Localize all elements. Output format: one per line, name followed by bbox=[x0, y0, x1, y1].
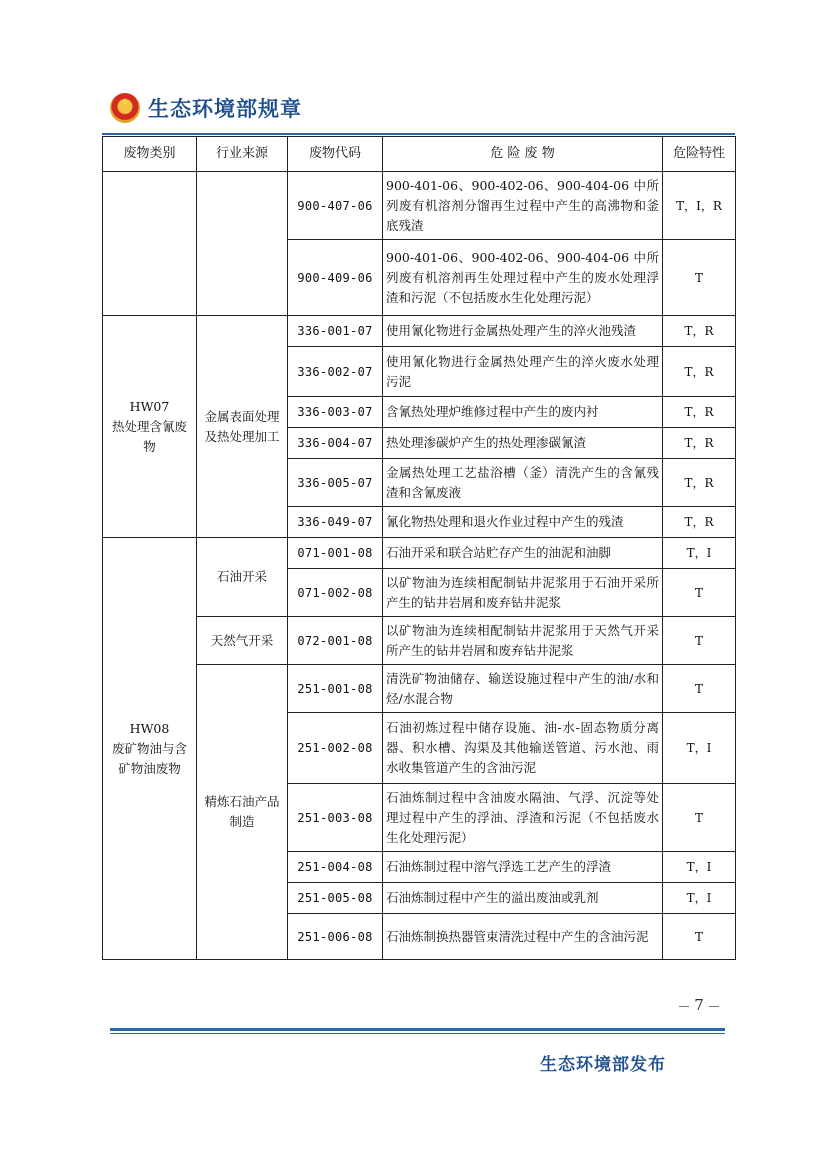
waste-description: 900-401-06、900-402-06、900-404-06 中所列废有机溶剂再生处理过程中产生的废水处理浮渣和污泥（不包括废水生化处理污泥） bbox=[383, 240, 663, 316]
risk-property: T，I bbox=[663, 713, 736, 784]
waste-description: 石油炼制过程中溶气浮选工艺产生的浮渣 bbox=[383, 852, 663, 883]
waste-code: 336-001-07 bbox=[288, 316, 383, 347]
table-header-row bbox=[103, 137, 736, 172]
waste-description: 石油初炼过程中储存设施、油-水-固态物质分离器、积水槽、沟渠及其他输送管道、污水池、雨水收集管道产生的含油污泥 bbox=[383, 713, 663, 784]
risk-property: T，I bbox=[663, 852, 736, 883]
waste-description: 石油炼制过程中产生的溢出废油或乳剂 bbox=[383, 883, 663, 914]
risk-property: T bbox=[663, 665, 736, 713]
col-header-category: 废物类别 bbox=[103, 137, 197, 172]
category-code: HW07 bbox=[129, 398, 170, 414]
waste-code: 251-001-08 bbox=[288, 665, 383, 713]
waste-code: 072-001-08 bbox=[288, 617, 383, 665]
header-title: 生态环境部规章 bbox=[148, 97, 302, 121]
waste-description: 900-401-06、900-402-06、900-404-06 中所列废有机溶剂分馏再生过程中产生的高沸物和釜底残渣 bbox=[383, 172, 663, 240]
waste-code: 071-001-08 bbox=[288, 538, 383, 569]
risk-property: T，R bbox=[663, 459, 736, 507]
risk-property: T，I，R bbox=[663, 172, 736, 240]
waste-code: 336-004-07 bbox=[288, 428, 383, 459]
source-cell-refine: 精炼石油产品制造 bbox=[197, 665, 288, 960]
table-row bbox=[103, 538, 736, 569]
waste-code: 336-049-07 bbox=[288, 507, 383, 538]
page-header bbox=[110, 88, 302, 128]
table-row bbox=[103, 172, 736, 240]
risk-property: T，R bbox=[663, 347, 736, 397]
waste-code: 071-002-08 bbox=[288, 569, 383, 617]
risk-property: T，R bbox=[663, 316, 736, 347]
waste-description: 石油炼制过程中含油废水隔油、气浮、沉淀等处理过程中产生的浮油、浮渣和污泥（不包括废水生化处理污泥） bbox=[383, 784, 663, 852]
table-row bbox=[103, 316, 736, 347]
source-cell-metal: 金属表面处理及热处理加工 bbox=[197, 316, 288, 538]
col-header-waste: 危 险 废 物 bbox=[383, 137, 663, 172]
category-cell-hw07 bbox=[103, 316, 197, 538]
waste-code: 251-006-08 bbox=[288, 914, 383, 960]
waste-code: 251-002-08 bbox=[288, 713, 383, 784]
risk-property: T，I bbox=[663, 538, 736, 569]
waste-description: 清洗矿物油储存、输送设施过程中产生的油/水和烃/水混合物 bbox=[383, 665, 663, 713]
col-header-code: 废物代码 bbox=[288, 137, 383, 172]
source-cell-gas: 天然气开采 bbox=[197, 617, 288, 665]
source-cell-oil: 石油开采 bbox=[197, 538, 288, 617]
waste-code: 336-002-07 bbox=[288, 347, 383, 397]
waste-code: 251-005-08 bbox=[288, 883, 383, 914]
risk-property: T，I bbox=[663, 883, 736, 914]
header-rule bbox=[102, 133, 735, 135]
risk-property: T bbox=[663, 617, 736, 665]
footer-rule bbox=[110, 1028, 725, 1031]
risk-property: T bbox=[663, 569, 736, 617]
category-cell-hw08 bbox=[103, 538, 197, 960]
waste-description: 石油开采和联合站贮存产生的油泥和油脚 bbox=[383, 538, 663, 569]
waste-code: 251-004-08 bbox=[288, 852, 383, 883]
risk-property: T bbox=[663, 914, 736, 960]
footer-publisher: 生态环境部发布 bbox=[540, 1055, 666, 1075]
waste-description: 含氰热处理炉维修过程中产生的废内衬 bbox=[383, 397, 663, 428]
waste-description: 氰化物热处理和退火作业过程中产生的残渣 bbox=[383, 507, 663, 538]
category-name: 废矿物油与含矿物油废物 bbox=[111, 740, 187, 776]
hazardous-waste-table bbox=[102, 136, 736, 960]
waste-code: 900-409-06 bbox=[288, 240, 383, 316]
table-row bbox=[103, 665, 736, 713]
page-number: 7 bbox=[674, 996, 724, 1014]
risk-property: T bbox=[663, 784, 736, 852]
waste-description: 使用氰化物进行金属热处理产生的淬火废水处理污泥 bbox=[383, 347, 663, 397]
waste-description: 金属热处理工艺盐浴槽（釜）清洗产生的含氰残渣和含氰废液 bbox=[383, 459, 663, 507]
waste-code: 336-003-07 bbox=[288, 397, 383, 428]
national-emblem-icon: ★ bbox=[110, 93, 140, 123]
risk-property: T，R bbox=[663, 507, 736, 538]
category-name: 热处理含氰废物 bbox=[111, 418, 187, 454]
risk-property: T，R bbox=[663, 397, 736, 428]
footer-rule-thin bbox=[110, 1033, 725, 1034]
waste-description: 使用氰化物进行金属热处理产生的淬火池残渣 bbox=[383, 316, 663, 347]
source-cell-empty bbox=[197, 172, 288, 316]
category-code: HW08 bbox=[129, 720, 170, 736]
col-header-source: 行业来源 bbox=[197, 137, 288, 172]
waste-code: 900-407-06 bbox=[288, 172, 383, 240]
waste-code: 251-003-08 bbox=[288, 784, 383, 852]
waste-description: 以矿物油为连续相配制钻井泥浆用于天然气开采所产生的钻井岩屑和废弃钻井泥浆 bbox=[383, 617, 663, 665]
waste-description: 石油炼制换热器管束清洗过程中产生的含油污泥 bbox=[383, 914, 663, 960]
waste-description: 热处理渗碳炉产生的热处理渗碳氰渣 bbox=[383, 428, 663, 459]
risk-property: T bbox=[663, 240, 736, 316]
col-header-risk: 危险特性 bbox=[663, 137, 736, 172]
waste-code: 336-005-07 bbox=[288, 459, 383, 507]
risk-property: T，R bbox=[663, 428, 736, 459]
table-row bbox=[103, 617, 736, 665]
waste-description: 以矿物油为连续相配制钻井泥浆用于石油开采所产生的钻井岩屑和废弃钻井泥浆 bbox=[383, 569, 663, 617]
category-cell-empty bbox=[103, 172, 197, 316]
